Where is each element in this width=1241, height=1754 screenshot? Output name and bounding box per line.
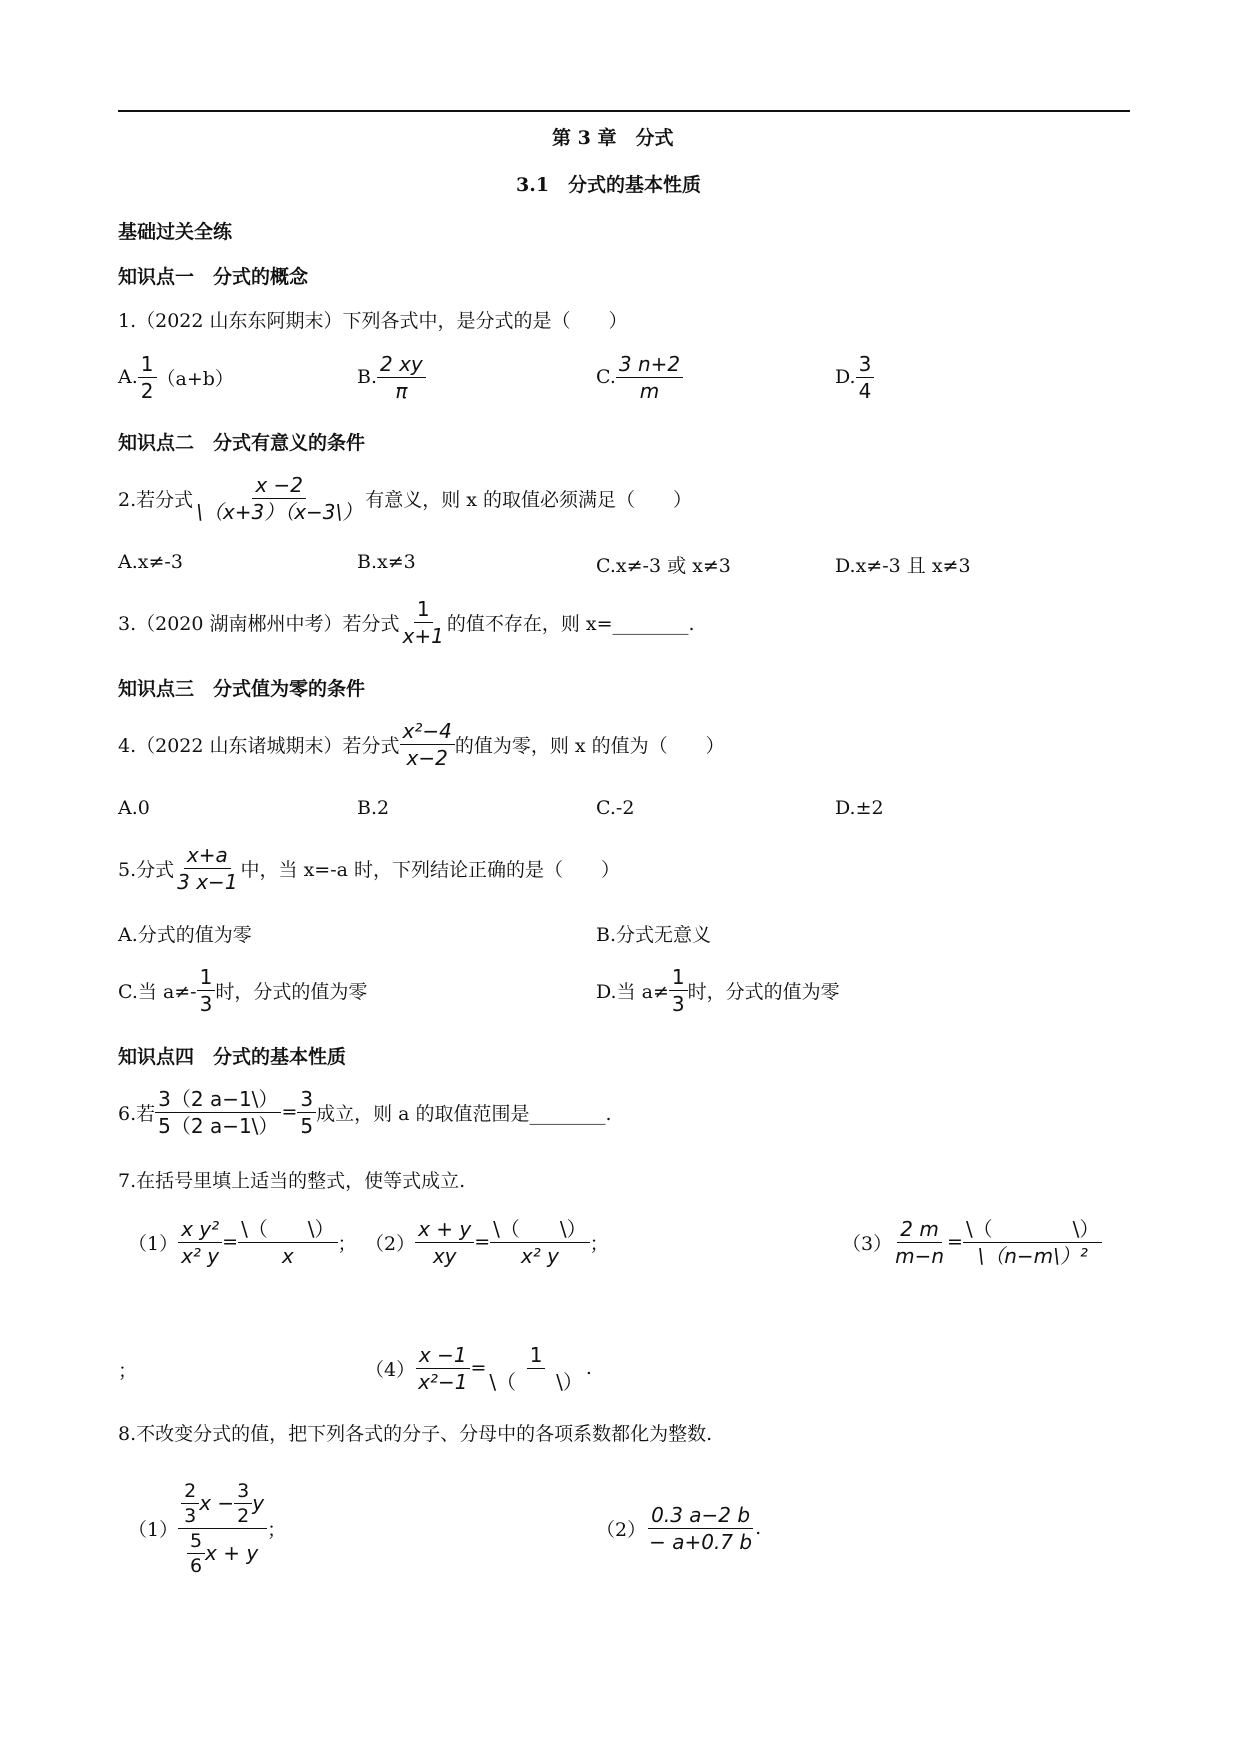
fraction <box>400 718 455 771</box>
denominator: 3 <box>199 991 213 1016</box>
numerator: 5 <box>187 1529 205 1554</box>
q3-suffix: 的值不存在，则 x=________. <box>446 612 695 635</box>
option-label: A. <box>118 366 138 388</box>
q2-option-b[interactable]: B.x≠3 <box>357 551 416 573</box>
numerator: 1 <box>669 964 688 991</box>
option-label: D.当 a≠ <box>596 980 669 1003</box>
equals-sign: = <box>222 1231 239 1253</box>
q7-part-2 <box>365 1210 609 1274</box>
numerator: 1 <box>527 1342 546 1369</box>
separator: ； <box>267 1518 287 1541</box>
fraction <box>155 1086 281 1139</box>
numerator: 3 n+2 <box>616 351 683 378</box>
part-label: （1） <box>128 1232 179 1255</box>
q8-part-1 <box>128 1462 286 1594</box>
option-label: C.当 a≠- <box>118 980 197 1003</box>
term-x: x − <box>199 1491 235 1515</box>
blank-numerator[interactable]: \（ \） <box>238 1216 337 1243</box>
numerator: 2 m <box>897 1216 942 1243</box>
question-1: 1.（2022 山东东阿期末）下列各式中，是分式的是（ ） <box>118 310 628 332</box>
equals-sign: = <box>470 1357 487 1379</box>
question-6 <box>118 1082 612 1142</box>
fraction <box>669 964 688 1017</box>
denominator: 5（2 a−1\） <box>158 1113 279 1138</box>
option-suffix: （a+b） <box>156 367 234 390</box>
numerator: 2 xy <box>377 351 426 378</box>
question-8: 8.不改变分式的值，把下列各式的分子、分母中的各项系数都化为整数. <box>118 1423 713 1445</box>
chapter-title: 第 3 章 分式 <box>552 127 674 149</box>
denominator: m−n <box>895 1243 945 1268</box>
part-label: （2） <box>596 1518 647 1541</box>
option-suffix: 时，分式的值为零 <box>215 980 368 1003</box>
numerator: 3（2 a−1\） <box>155 1086 281 1113</box>
denominator: 3 <box>184 1504 197 1527</box>
denominator: m <box>639 378 660 403</box>
part-label: （4） <box>365 1358 416 1381</box>
q2-prefix: 2.若分式 <box>118 488 194 511</box>
fraction <box>187 1529 205 1578</box>
top-rule <box>118 110 1130 112</box>
heading-main: 基础过关全练 <box>118 221 233 243</box>
numerator: x + y <box>415 1216 474 1243</box>
numerator: 2 <box>181 1479 199 1504</box>
denominator: 5 <box>300 1113 314 1138</box>
heading-k4: 知识点四 分式的基本性质 <box>118 1046 347 1068</box>
denominator: x <box>281 1243 294 1268</box>
fraction <box>963 1216 1102 1269</box>
denominator: π <box>395 378 408 403</box>
heading-k3: 知识点三 分式值为零的条件 <box>118 678 366 700</box>
separator: ； <box>589 1232 609 1255</box>
option-label: C. <box>596 366 616 388</box>
numerator: 3 <box>297 1086 316 1113</box>
option-suffix: 时，分式的值为零 <box>687 980 840 1003</box>
blank-denominator[interactable]: \（ \） <box>489 1369 583 1394</box>
q1-option-c[interactable] <box>596 346 683 408</box>
section-title: 3.1 分式的基本性质 <box>516 174 702 196</box>
q5-option-a[interactable]: A.分式的值为零 <box>118 924 252 946</box>
fraction <box>297 1086 316 1139</box>
numerator: 3 <box>234 1479 252 1504</box>
part-label: （1） <box>128 1518 179 1541</box>
q5-suffix: 中，当 x=-a 时，下列结论正确的是（ ） <box>240 858 621 881</box>
part-label: （2） <box>365 1232 416 1255</box>
numerator: x −1 <box>416 1342 470 1369</box>
heading-k1: 知识点一 分式的概念 <box>118 266 309 288</box>
q6-suffix: 成立，则 a 的取值范围是________. <box>316 1102 612 1125</box>
fraction <box>646 1502 755 1555</box>
q4-option-c[interactable]: C.-2 <box>596 797 635 819</box>
numerator: 1 <box>138 351 157 378</box>
term-y: y <box>252 1491 265 1515</box>
fraction <box>415 1216 474 1269</box>
equals-sign: = <box>474 1231 491 1253</box>
option-label: B. <box>357 366 378 388</box>
q5-option-d[interactable] <box>596 960 840 1020</box>
denominator: 4 <box>858 378 872 403</box>
fraction <box>415 1342 470 1395</box>
fraction <box>856 351 875 404</box>
fraction <box>486 1342 585 1395</box>
numerator: 3 <box>856 351 875 378</box>
denominator: x² y <box>520 1243 559 1268</box>
fraction <box>377 351 426 404</box>
q6-prefix: 6.若 <box>118 1102 156 1125</box>
compound-numerator <box>178 1479 267 1529</box>
denominator: x−2 <box>406 745 448 770</box>
q5-option-c[interactable] <box>118 960 367 1020</box>
denominator: x+1 <box>402 623 444 648</box>
question-2 <box>118 468 692 528</box>
fraction <box>138 351 157 404</box>
fraction <box>178 1216 222 1269</box>
q2-option-a[interactable]: A.x≠-3 <box>118 551 183 573</box>
numerator: x −2 <box>252 472 306 499</box>
denominator: 2 <box>140 378 154 403</box>
equals-sign: = <box>281 1101 298 1123</box>
denominator: − a+0.7 b <box>649 1529 753 1554</box>
q2-option-c[interactable]: C.x≠-3 或 x≠3 <box>596 555 731 577</box>
compound-denominator <box>184 1529 261 1578</box>
term-x-plus-y: x + y <box>205 1541 259 1565</box>
fraction <box>892 1216 947 1269</box>
period: . <box>585 1357 592 1379</box>
q1-option-d[interactable] <box>835 346 874 408</box>
denominator: x² y <box>181 1243 220 1268</box>
fraction <box>193 472 365 525</box>
question-4 <box>118 714 725 774</box>
fraction <box>181 1479 199 1528</box>
denominator: 2 <box>237 1504 250 1527</box>
q2-option-d[interactable]: D.x≠-3 且 x≠3 <box>835 555 971 577</box>
denominator: x²−1 <box>418 1369 468 1394</box>
blank-numerator[interactable]: \（ \） <box>963 1216 1102 1243</box>
equals-sign: = <box>947 1231 963 1253</box>
separator: ； <box>337 1232 357 1255</box>
question-3 <box>118 592 695 652</box>
q4-option-d[interactable]: D.±2 <box>835 797 884 819</box>
numerator: x²−4 <box>400 718 455 745</box>
question-7: 7.在括号里填上适当的整式，使等式成立. <box>118 1170 466 1192</box>
numerator: x y² <box>178 1216 222 1243</box>
q2-suffix: 有意义，则 x 的取值必须满足（ ） <box>365 488 693 511</box>
q3-prefix: 3.（2020 湖南郴州中考）若分式 <box>118 612 400 635</box>
numerator: 1 <box>414 596 433 623</box>
part-label: （3） <box>842 1232 893 1255</box>
denominator: 6 <box>189 1554 203 1577</box>
numerator: x+a <box>184 842 231 869</box>
blank-numerator[interactable]: \（ \） <box>490 1216 589 1243</box>
q8-part-2 <box>596 1496 761 1560</box>
q7-part-1 <box>128 1210 357 1274</box>
q7-part-4 <box>365 1336 592 1400</box>
q4-suffix: 的值为零，则 x 的值为（ ） <box>454 734 725 757</box>
denominator: \（x+3）（x−3\） <box>196 499 363 524</box>
heading-k2: 知识点二 分式有意义的条件 <box>118 432 366 454</box>
numerator: 0.3 a−2 b <box>648 1502 753 1529</box>
fraction <box>234 1479 252 1528</box>
denominator: xy <box>432 1243 457 1268</box>
q1-option-b[interactable] <box>357 346 426 408</box>
fraction <box>238 1216 337 1269</box>
numerator: 1 <box>197 964 216 991</box>
q5-option-b[interactable]: B.分式无意义 <box>596 924 712 946</box>
fraction <box>197 964 216 1017</box>
question-5 <box>118 838 620 898</box>
q4-prefix: 4.（2022 山东诸城期末）若分式 <box>118 734 400 757</box>
separator-semicolon: ； <box>118 1360 138 1382</box>
fraction <box>490 1216 589 1269</box>
compound-fraction <box>178 1479 267 1578</box>
q5-prefix: 5.分式 <box>118 858 175 881</box>
q4-option-b[interactable]: B.2 <box>357 797 390 819</box>
q7-part-3 <box>842 1210 1102 1274</box>
q1-option-a[interactable] <box>118 346 234 408</box>
q4-option-a[interactable]: A.0 <box>118 797 150 819</box>
denominator: 3 x−1 <box>177 869 238 894</box>
option-label: D. <box>835 366 856 388</box>
denominator: \（n−m\）² <box>977 1243 1088 1268</box>
fraction <box>616 351 683 404</box>
denominator: 3 <box>671 991 685 1016</box>
fraction <box>400 596 447 649</box>
fraction <box>174 842 240 895</box>
period: . <box>755 1517 762 1539</box>
